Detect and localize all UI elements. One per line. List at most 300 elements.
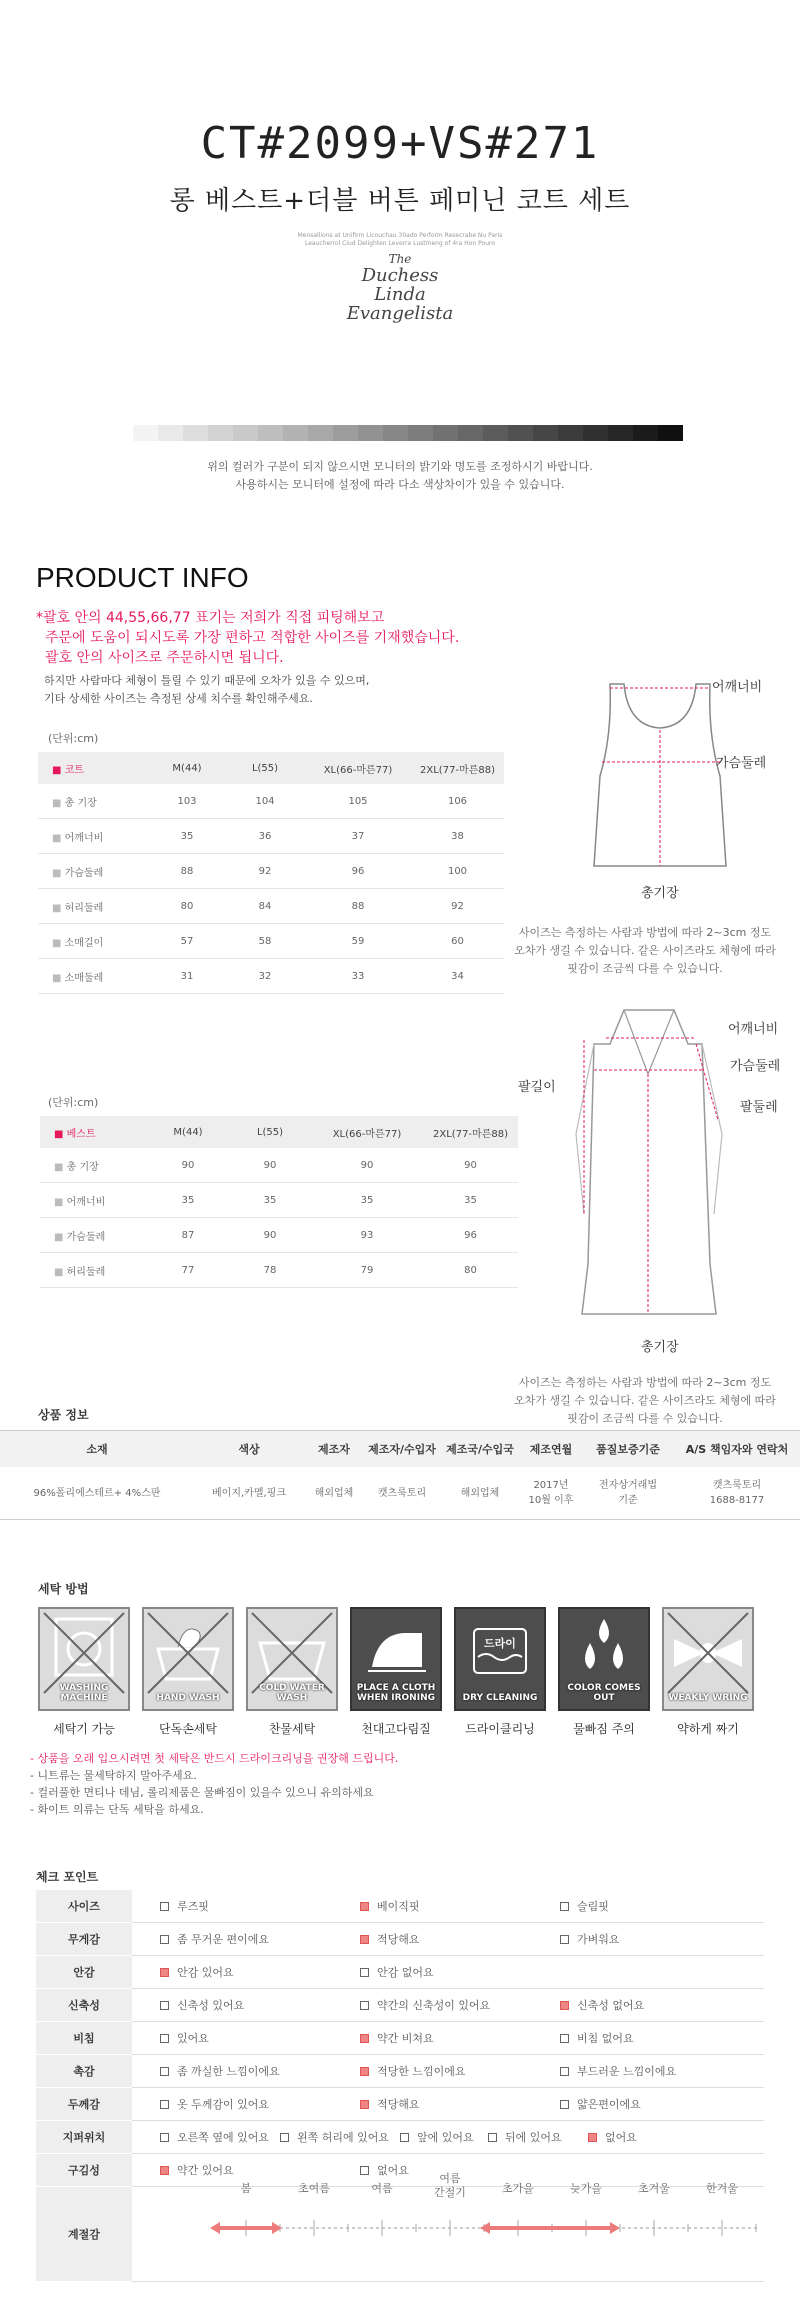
size-row-name: 총 기장 bbox=[64, 797, 97, 809]
checkbox-icon[interactable] bbox=[160, 2001, 169, 2010]
check-row-options bbox=[132, 2121, 764, 2154]
bullet-icon: ■ bbox=[52, 764, 62, 776]
vest-header-m: M(44) bbox=[147, 1116, 229, 1148]
check-option[interactable] bbox=[360, 1997, 560, 2013]
check-option[interactable] bbox=[160, 1931, 360, 1947]
size-value: 90 bbox=[311, 1148, 423, 1183]
gradient-step bbox=[533, 425, 558, 441]
coat-header-l: L(55) bbox=[225, 752, 305, 784]
size-row-label bbox=[38, 959, 149, 994]
hand-wash-text: HAND WASH bbox=[156, 1693, 220, 1703]
size-row-label bbox=[40, 1148, 147, 1183]
check-option[interactable] bbox=[160, 2162, 360, 2178]
vest-header-label bbox=[40, 1116, 147, 1148]
bullet-icon: ■ bbox=[52, 972, 65, 984]
size-value: 88 bbox=[149, 854, 225, 889]
goods-date bbox=[520, 1467, 582, 1520]
check-points-title: 체크 포인트 bbox=[36, 1870, 99, 1884]
coat-diagram-note bbox=[500, 1374, 790, 1428]
iron-text: PLACE A CLOTH WHEN IRONING bbox=[356, 1683, 436, 1703]
season-label-item: 한겨울 bbox=[706, 2182, 738, 2195]
check-row-options bbox=[132, 1956, 764, 1989]
size-value: 79 bbox=[311, 1253, 423, 1288]
vest-note-1: 사이즈는 측정하는 사람과 방법에 따라 2~3cm 정도 bbox=[518, 926, 772, 939]
checkbox-icon[interactable] bbox=[160, 2067, 169, 2076]
color-out-caption: 물빠짐 주의 bbox=[573, 1722, 635, 1736]
check-option[interactable] bbox=[560, 1898, 760, 1914]
size-value: 100 bbox=[411, 854, 504, 889]
checked-box-icon[interactable] bbox=[360, 2100, 369, 2109]
bullet-icon: ■ bbox=[52, 902, 65, 914]
check-option-label: 가벼워요 bbox=[577, 1933, 620, 1946]
check-option-label: 옷 두께감이 있어요 bbox=[177, 2098, 270, 2111]
size-row-name: 어깨너비 bbox=[66, 1196, 106, 1208]
coat-arm-label: 팔둘레 bbox=[740, 1100, 778, 1115]
check-option-label: 비침 없어요 bbox=[577, 2032, 634, 2045]
checkbox-icon[interactable] bbox=[360, 1968, 369, 1977]
gradient-step bbox=[608, 425, 633, 441]
gradient-step bbox=[308, 425, 333, 441]
check-option[interactable] bbox=[160, 1997, 360, 2013]
bullet-icon: ■ bbox=[52, 832, 65, 844]
goods-head-color: 색상 bbox=[194, 1431, 304, 1468]
size-value: 90 bbox=[229, 1218, 311, 1253]
goods-quality-1: 전자상거래법 bbox=[599, 1480, 657, 1491]
size-row-label bbox=[38, 819, 149, 854]
goods-date-1: 2017년 bbox=[533, 1480, 569, 1491]
season-label: 계절감 bbox=[36, 2187, 132, 2282]
gradient-step bbox=[208, 425, 233, 441]
size-row-name: 가슴둘레 bbox=[66, 1231, 106, 1243]
size-value: 90 bbox=[423, 1148, 518, 1183]
product-code-title: CT#2099+VS#271 bbox=[200, 118, 600, 169]
check-option-label: 루즈핏 bbox=[177, 1900, 209, 1913]
brand-word-3: Linda bbox=[374, 284, 426, 305]
size-row-label bbox=[38, 924, 149, 959]
check-option[interactable] bbox=[360, 1931, 560, 1947]
check-option-label: 얇은편이에요 bbox=[577, 2098, 641, 2111]
vest-note-3: 핏감이 조금씩 다를 수 있습니다. bbox=[567, 962, 723, 975]
check-option[interactable] bbox=[360, 2096, 560, 2112]
size-value: 104 bbox=[225, 784, 305, 819]
fitting-note bbox=[36, 608, 459, 668]
checked-box-icon[interactable] bbox=[560, 2001, 569, 2010]
checked-box-icon[interactable] bbox=[160, 1968, 169, 1977]
size-row-label bbox=[40, 1218, 147, 1253]
gradient-step bbox=[433, 425, 458, 441]
checkbox-icon[interactable] bbox=[360, 2001, 369, 2010]
size-row-label bbox=[40, 1183, 147, 1218]
gradient-step bbox=[633, 425, 658, 441]
season-label-item: 여름 간절기 bbox=[434, 2172, 466, 2199]
check-row bbox=[36, 1890, 764, 1923]
iron-caption: 천대고다림질 bbox=[361, 1722, 431, 1736]
color-note-2: 사용하시는 모니터에 설정에 따라 다소 색상차이가 있을 수 있습니다. bbox=[235, 478, 565, 491]
checkbox-icon[interactable] bbox=[560, 1902, 569, 1911]
gradient-step bbox=[458, 425, 483, 441]
size-value: 78 bbox=[229, 1253, 311, 1288]
vest-header-name: 베스트 bbox=[66, 1128, 96, 1140]
size-value: 37 bbox=[305, 819, 411, 854]
goods-info-header bbox=[0, 1431, 800, 1468]
checked-box-icon[interactable] bbox=[160, 2166, 169, 2175]
size-note-1: 하지만 사람마다 체형이 틀릴 수 있기 때문에 오차가 있을 수 있으며, bbox=[44, 674, 370, 687]
checked-box-icon[interactable] bbox=[360, 2067, 369, 2076]
check-option[interactable] bbox=[560, 1931, 760, 1947]
dry-cleaning-icon bbox=[454, 1607, 546, 1711]
dry-cleaning-text: DRY CLEANING bbox=[462, 1693, 538, 1703]
coat-shoulder-label: 어깨너비 bbox=[728, 1022, 779, 1037]
size-row-label bbox=[40, 1253, 147, 1288]
season-range-2 bbox=[480, 2222, 620, 2234]
season-label-item: 초겨울 bbox=[638, 2182, 670, 2195]
size-value: 57 bbox=[149, 924, 225, 959]
size-row bbox=[38, 889, 504, 924]
vest-diagram-note bbox=[500, 924, 790, 978]
coat-header-name: 코트 bbox=[64, 764, 84, 776]
size-value: 92 bbox=[411, 889, 504, 924]
size-row bbox=[38, 924, 504, 959]
size-value: 58 bbox=[225, 924, 305, 959]
goods-head-importer: 제조자/수입자 bbox=[364, 1431, 440, 1468]
check-row bbox=[36, 2055, 764, 2088]
dry-cleaning-caption: 드라이클리닝 bbox=[465, 1722, 535, 1736]
check-row-label: 사이즈 bbox=[36, 1890, 132, 1923]
size-value: 38 bbox=[411, 819, 504, 854]
goods-country: 해외업체 bbox=[440, 1467, 520, 1520]
check-row-options bbox=[132, 1890, 764, 1923]
size-row bbox=[40, 1253, 518, 1288]
goods-as-1: 캣츠룩토리 bbox=[712, 1480, 762, 1491]
coat-table-body bbox=[38, 784, 504, 994]
check-option[interactable] bbox=[160, 2096, 360, 2112]
vest-header-2xl: 2XL(77-마른88) bbox=[423, 1116, 518, 1148]
coat-outline bbox=[582, 1010, 716, 1314]
goods-quality bbox=[582, 1467, 674, 1520]
coat-header-m: M(44) bbox=[149, 752, 225, 784]
check-option-label: 없어요 bbox=[605, 2131, 637, 2144]
gradient-step bbox=[408, 425, 433, 441]
color-note-1: 위의 컬러가 구분이 되지 않으시면 모니터의 밝기와 명도를 조정하시기 바랍니다. bbox=[207, 460, 593, 473]
size-row-label bbox=[38, 889, 149, 924]
check-option-label: 적당해요 bbox=[377, 2098, 420, 2111]
check-option-label: 슬림핏 bbox=[577, 1900, 609, 1913]
vest-table-unit: (단위:cm) bbox=[48, 1096, 99, 1109]
goods-head-as: A/S 책임자와 연락처 bbox=[674, 1431, 800, 1468]
size-value: 90 bbox=[229, 1148, 311, 1183]
checkbox-icon[interactable] bbox=[280, 2133, 289, 2142]
check-row-label: 안감 bbox=[36, 1956, 132, 1989]
cold-water-text: COLD WATER WASH bbox=[259, 1683, 325, 1703]
size-row-label bbox=[38, 854, 149, 889]
gradient-step bbox=[358, 425, 383, 441]
size-value: 105 bbox=[305, 784, 411, 819]
check-option-label: 안감 없어요 bbox=[377, 1966, 434, 1979]
season-label-item: 늦가을 bbox=[570, 2182, 602, 2195]
check-row bbox=[36, 1923, 764, 1956]
size-value: 33 bbox=[305, 959, 411, 994]
hand-wash-caption: 단독손세탁 bbox=[159, 1722, 217, 1736]
gradient-step bbox=[283, 425, 308, 441]
gradient-step bbox=[583, 425, 608, 441]
product-name: 롱 베스트+더블 버튼 페미닌 코트 세트 bbox=[169, 186, 631, 216]
gradient-step bbox=[333, 425, 358, 441]
coat-header-xl: XL(66-마른77) bbox=[305, 752, 411, 784]
size-value: 103 bbox=[149, 784, 225, 819]
check-row-options bbox=[132, 2022, 764, 2055]
checkbox-icon[interactable] bbox=[560, 1935, 569, 1944]
check-option-label: 앞에 있어요 bbox=[417, 2131, 474, 2144]
vest-table-body bbox=[40, 1148, 518, 1288]
season-label-item: 여름 bbox=[371, 2182, 393, 2195]
check-row-options bbox=[132, 1923, 764, 1956]
gradient-step bbox=[258, 425, 283, 441]
gradient-step bbox=[658, 425, 683, 441]
check-option-label: 있어요 bbox=[177, 2032, 209, 2045]
care-note-2: - 니트류는 물세탁하지 말아주세요. bbox=[30, 1769, 197, 1782]
checked-box-icon[interactable] bbox=[360, 1902, 369, 1911]
check-option[interactable] bbox=[588, 2129, 708, 2145]
washing-icon-text: WASHING MACHINE bbox=[59, 1683, 109, 1703]
gradient-step bbox=[133, 425, 158, 441]
vest-size-table bbox=[40, 1116, 518, 1288]
check-option[interactable] bbox=[488, 2129, 588, 2145]
fitting-note-3: 괄호 안의 사이즈로 주문하시면 됩니다. bbox=[45, 650, 284, 666]
size-row bbox=[40, 1183, 518, 1218]
checked-box-icon[interactable] bbox=[360, 2034, 369, 2043]
check-row bbox=[36, 2088, 764, 2121]
brand-tagline-2: Leaucherrol Ciud Delighten Leverra Lustmeng of 4ra Hon Pouro bbox=[304, 240, 496, 247]
checkbox-icon[interactable] bbox=[560, 2100, 569, 2109]
check-option-label: 신축성 있어요 bbox=[177, 1999, 245, 2012]
goods-info-row bbox=[0, 1467, 800, 1520]
size-value: 31 bbox=[149, 959, 225, 994]
goods-as-2: 1688-8177 bbox=[709, 1495, 765, 1506]
size-row-name: 어깨너비 bbox=[64, 832, 104, 844]
size-value: 106 bbox=[411, 784, 504, 819]
washing-title: 세탁 방법 bbox=[38, 1582, 89, 1596]
gradient-step bbox=[558, 425, 583, 441]
checked-box-icon[interactable] bbox=[588, 2133, 597, 2142]
brand-tagline-1: Mensallions at Unifirm Licouchau 30ado Perform Resecrabe Nu Paris bbox=[297, 232, 503, 239]
size-row-name: 총 기장 bbox=[66, 1161, 99, 1173]
check-option-label: 오른쪽 옆에 있어요 bbox=[177, 2131, 270, 2144]
check-option-label: 안감 있어요 bbox=[177, 1966, 234, 1979]
coat-header-2xl: 2XL(77-마른88) bbox=[411, 752, 504, 784]
bullet-icon: ■ bbox=[52, 937, 65, 949]
washing-machine-icon bbox=[38, 1607, 130, 1711]
goods-as bbox=[674, 1467, 800, 1520]
bullet-icon: ■ bbox=[54, 1266, 67, 1278]
check-option-label: 부드러운 느낌이에요 bbox=[577, 2065, 677, 2078]
checkbox-icon[interactable] bbox=[160, 1935, 169, 1944]
care-note-4: - 화이트 의류는 단독 세탁을 하세요. bbox=[30, 1803, 204, 1816]
coat-header-label bbox=[38, 752, 149, 784]
checkbox-icon[interactable] bbox=[160, 2100, 169, 2109]
goods-maker: 해외업체 bbox=[304, 1467, 364, 1520]
check-row bbox=[36, 2121, 764, 2154]
size-row-name: 허리둘레 bbox=[64, 902, 104, 914]
goods-info-title: 상품 정보 bbox=[38, 1408, 89, 1422]
bullet-icon: ■ bbox=[54, 1161, 67, 1173]
check-option-label: 왼쪽 허리에 있어요 bbox=[297, 2131, 390, 2144]
checkbox-icon[interactable] bbox=[400, 2133, 409, 2142]
vest-table-header bbox=[40, 1116, 518, 1148]
check-option-label: 약간 비쳐요 bbox=[377, 2032, 434, 2045]
size-value: 96 bbox=[305, 854, 411, 889]
color-note bbox=[0, 458, 800, 494]
coat-size-table bbox=[38, 752, 504, 994]
size-row bbox=[38, 959, 504, 994]
goods-head-date: 제조연월 bbox=[520, 1431, 582, 1468]
check-option[interactable] bbox=[560, 1997, 760, 2013]
washing-machine-caption: 세탁기 가능 bbox=[53, 1722, 115, 1736]
check-option-label: 약간 있어요 bbox=[177, 2164, 234, 2177]
goods-info-table bbox=[0, 1430, 800, 1520]
coat-note-1: 사이즈는 측정하는 사람과 방법에 따라 2~3cm 정도 bbox=[518, 1376, 772, 1389]
care-notes bbox=[30, 1750, 398, 1818]
size-row-name: 소매둘레 bbox=[64, 972, 104, 984]
cold-water-icon bbox=[246, 1607, 338, 1711]
check-row-label: 두께감 bbox=[36, 2088, 132, 2121]
checkbox-icon[interactable] bbox=[160, 2034, 169, 2043]
vest-length-label: 총기장 bbox=[641, 886, 679, 901]
goods-color: 베이지,카멜,핑크 bbox=[194, 1467, 304, 1520]
size-value: 60 bbox=[411, 924, 504, 959]
check-option[interactable] bbox=[560, 2063, 760, 2079]
size-row-label bbox=[38, 784, 149, 819]
size-value: 80 bbox=[423, 1253, 518, 1288]
size-value: 34 bbox=[411, 959, 504, 994]
iron-icon bbox=[350, 1607, 442, 1711]
checkbox-icon[interactable] bbox=[560, 2034, 569, 2043]
size-row-name: 가슴둘레 bbox=[64, 867, 104, 879]
size-value: 90 bbox=[147, 1148, 229, 1183]
size-value: 96 bbox=[423, 1218, 518, 1253]
brand-logo bbox=[0, 252, 800, 323]
check-option[interactable] bbox=[160, 2063, 360, 2079]
gradient-step bbox=[483, 425, 508, 441]
size-note-2: 기타 상세한 사이즈는 측정된 상세 치수를 확인해주세요. bbox=[44, 692, 313, 705]
checkbox-icon[interactable] bbox=[360, 2166, 369, 2175]
fitting-note-1: *괄호 안의 44,55,66,77 표기는 저희가 직접 피팅해보고 bbox=[36, 610, 385, 626]
coat-chest-label: 가슴둘레 bbox=[730, 1059, 781, 1074]
goods-head-material: 소재 bbox=[0, 1431, 194, 1468]
check-option-label: 적당해요 bbox=[377, 1933, 420, 1946]
brand-word-2: Duchess bbox=[361, 265, 439, 286]
color-out-icon bbox=[558, 1607, 650, 1711]
check-option[interactable] bbox=[280, 2129, 400, 2145]
vest-diagram-svg bbox=[580, 676, 750, 876]
checked-box-icon[interactable] bbox=[360, 1935, 369, 1944]
gradient-step bbox=[383, 425, 408, 441]
size-value: 35 bbox=[147, 1183, 229, 1218]
season-label-item: 봄 bbox=[240, 2182, 252, 2195]
check-option[interactable] bbox=[360, 2030, 560, 2046]
check-option[interactable] bbox=[360, 1898, 560, 1914]
check-option-label: 좀 무거운 편이에요 bbox=[177, 1933, 270, 1946]
size-value: 35 bbox=[423, 1183, 518, 1218]
weakly-wring-caption: 약하게 짜기 bbox=[677, 1722, 739, 1736]
check-option[interactable] bbox=[400, 2129, 488, 2145]
size-value: 80 bbox=[149, 889, 225, 924]
check-option-label: 신축성 없어요 bbox=[577, 1999, 645, 2012]
check-option[interactable] bbox=[160, 2129, 280, 2145]
check-option-label: 좀 까실한 느낌이에요 bbox=[177, 2065, 280, 2078]
hand-wash-icon bbox=[142, 1607, 234, 1711]
check-row-label: 무게감 bbox=[36, 1923, 132, 1956]
coat-diagram-svg bbox=[570, 1004, 730, 1324]
check-option[interactable] bbox=[360, 1964, 560, 1980]
check-row-label: 구김성 bbox=[36, 2154, 132, 2187]
size-value: 59 bbox=[305, 924, 411, 959]
size-row-name: 소매길이 bbox=[64, 937, 104, 949]
size-value: 35 bbox=[229, 1183, 311, 1218]
checkbox-icon[interactable] bbox=[160, 2133, 169, 2142]
size-value: 88 bbox=[305, 889, 411, 924]
check-option-label: 약간의 신축성이 있어요 bbox=[377, 1999, 491, 2012]
color-out-text: COLOR COMES OUT bbox=[567, 1683, 641, 1703]
vest-shoulder-label: 어깨너비 bbox=[712, 680, 763, 695]
size-value: 36 bbox=[225, 819, 305, 854]
size-value: 87 bbox=[147, 1218, 229, 1253]
care-note-3: - 컬러풀한 면티나 데님, 롤리제품은 물빠짐이 있을수 있으니 유의하세요 bbox=[30, 1786, 374, 1799]
check-row-options bbox=[132, 2088, 764, 2121]
coat-note-2: 오차가 생길 수 있습니다. 같은 사이즈라도 체형에 따라 bbox=[514, 1394, 776, 1407]
brand-word-4: Evangelista bbox=[346, 303, 454, 324]
size-value: 32 bbox=[225, 959, 305, 994]
cold-water-caption: 찬물세탁 bbox=[268, 1722, 316, 1736]
check-option[interactable] bbox=[160, 1964, 360, 1980]
vest-header-l: L(55) bbox=[229, 1116, 311, 1148]
vest-header-xl: XL(66-마른77) bbox=[311, 1116, 423, 1148]
checkbox-icon[interactable] bbox=[488, 2133, 497, 2142]
size-value: 84 bbox=[225, 889, 305, 924]
size-value: 93 bbox=[311, 1218, 423, 1253]
gradient-step bbox=[158, 425, 183, 441]
vest-note-2: 오차가 생길 수 있습니다. 같은 사이즈라도 체형에 따라 bbox=[514, 944, 776, 957]
gradient-step bbox=[508, 425, 533, 441]
check-option[interactable] bbox=[160, 1898, 360, 1914]
check-option[interactable] bbox=[560, 2096, 760, 2112]
check-option-label: 적당한 느낌이에요 bbox=[377, 2065, 466, 2078]
bullet-icon: ■ bbox=[54, 1128, 64, 1140]
check-option[interactable] bbox=[360, 2063, 560, 2079]
color-gradient-bar bbox=[133, 425, 683, 441]
size-row bbox=[40, 1218, 518, 1253]
size-value: 77 bbox=[147, 1253, 229, 1288]
bullet-icon: ■ bbox=[54, 1231, 67, 1243]
check-option[interactable] bbox=[160, 2030, 360, 2046]
fitting-note-2: 주문에 도움이 되시도록 가장 편하고 적합한 사이즈를 기재했습니다. bbox=[45, 630, 460, 646]
coat-table-unit: (단위:cm) bbox=[48, 732, 99, 745]
weakly-wring-icon bbox=[662, 1607, 754, 1711]
size-value: 35 bbox=[311, 1183, 423, 1218]
check-row bbox=[36, 2022, 764, 2055]
gradient-step bbox=[233, 425, 258, 441]
goods-importer: 캣츠룩토리 bbox=[364, 1467, 440, 1520]
checkbox-icon[interactable] bbox=[160, 1902, 169, 1911]
care-note-red: - 상품을 오래 입으시려면 첫 세탁은 반드시 드라이크리닝을 권장해 드립니다. bbox=[30, 1752, 399, 1765]
size-row bbox=[40, 1148, 518, 1183]
checkbox-icon[interactable] bbox=[560, 2067, 569, 2076]
goods-head-country: 제조국/수입국 bbox=[440, 1431, 520, 1468]
check-option[interactable] bbox=[560, 2030, 760, 2046]
check-row-label: 신축성 bbox=[36, 1989, 132, 2022]
weakly-wring-text: WEAKLY WRING bbox=[668, 1693, 748, 1703]
bullet-icon: ■ bbox=[54, 1196, 67, 1208]
size-row bbox=[38, 784, 504, 819]
